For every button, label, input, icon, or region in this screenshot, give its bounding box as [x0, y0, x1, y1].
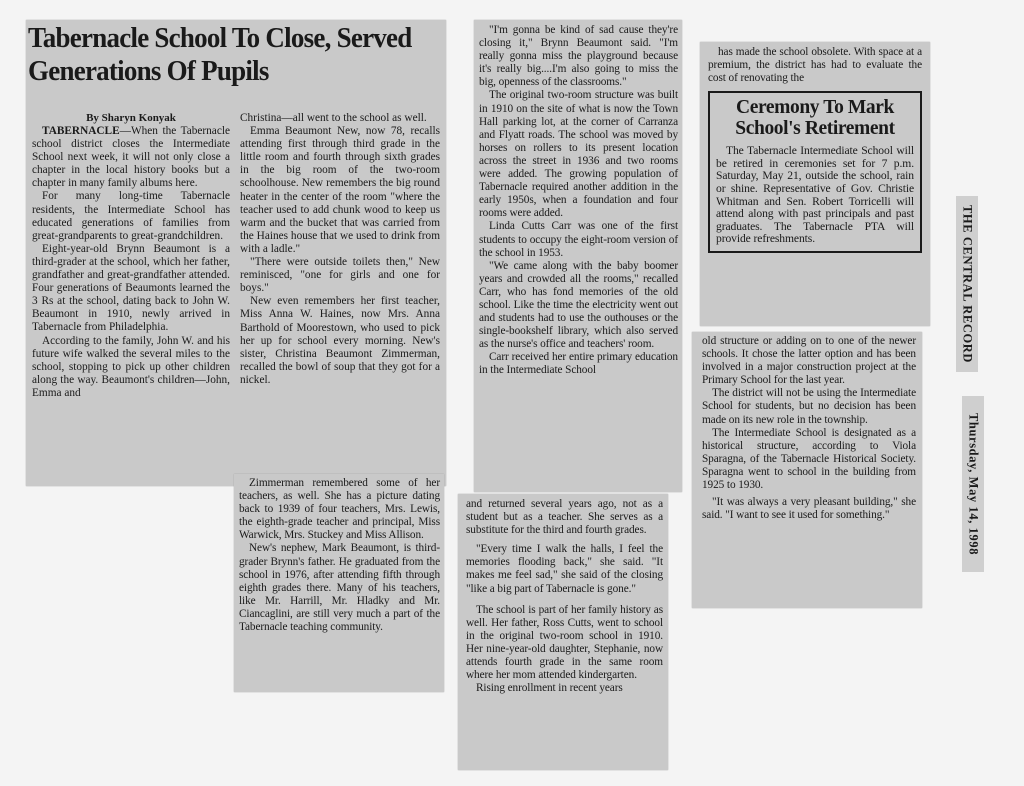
paragraph: The school is part of her family history as well. Her father, Ross Cutts, went to school in the original two-room school in 1910. Her nine-year-old daughter, Stephanie, now attends fourth grade in the same room where her mom attended kindergarten. — [466, 603, 663, 682]
paragraph: "There were outside toilets then," New reminisced, "one for girls and one for boys." — [240, 256, 440, 295]
dateline: TABERNACLE — [42, 125, 120, 137]
paragraph: Zimmerman remembered some of her teachers, as well. She has a picture dating back to 1939 of four teachers, Mrs. Lewis, the eighth-grade teacher and principal, Miss Warwick, Mrs. Stuckey and Miss Allison. — [239, 477, 440, 542]
paragraph: Carr received her entire primary education in the Intermediate School — [479, 351, 678, 377]
paragraph: New even remembers her first teacher, Miss Anna W. Haines, now Mrs. Anna Barthold of Moorestown, who used to pick her up for school every morning. New's sister, Christina Beaumont Zimmerman, recalled the bowl of soup that they got for a nickel. — [240, 295, 440, 386]
clipping-column-4b — [692, 332, 922, 608]
paragraph: Christina—all went to the school as well. — [240, 112, 427, 124]
byline: By Sharyn Konyak — [86, 112, 176, 124]
article-column-1 — [32, 112, 230, 400]
paragraph: For many long-time Tabernacle residents, the Intermediate School has educated generations of families from great-grandparents to great-grandchildren. — [32, 190, 230, 242]
paragraph: "Every time I walk the halls, I feel the memories flooding back," she said. "It makes me feel sad," she said of the closing "like a big part of Tabernacle is gone." — [466, 543, 663, 595]
paragraph: Linda Cutts Carr was one of the first students to occupy the eight-room version of the school in 1953. — [479, 220, 678, 259]
clipping-column-3b — [458, 494, 668, 770]
article-headline: Tabernacle School To Close, Served Generations Of Pupils — [28, 22, 412, 87]
paragraph: has made the school obsolete. With space at a premium, the district has had to evaluate the cost of renovating the — [708, 46, 922, 85]
paragraph: According to the family, John W. and his future wife walked the several miles to the school, stopping to pick up other children along the way. Beaumont's children—John, Emma and — [32, 334, 230, 399]
paragraph: New's nephew, Mark Beaumont, is third-grader Brynn's father. He graduated from the school in 1976, after attending fifth through eighth grades there. Many of his teachers, like Mr. Harrill, Mr. Hladky and Mr. Ciancaglini, are still very much a part of the Tabernacle teaching community. — [239, 542, 440, 634]
sidebar-title: Ceremony To Mark School's Retirement — [735, 97, 895, 140]
paragraph: Emma Beaumont New, now 78, recalls attending first through third grade in the little room and fourth through sixth grades in the big room of the two-room schoolhouse. New remembers the big round heater in the center of the room "where the teacher used to add chunk wood to keep us warm and the bucket that was carried from the Haines house that we used to drink from with a ladle." — [240, 125, 440, 255]
article-column-2a — [240, 112, 440, 387]
paragraph: The district will not be using the Intermediate School for students, but no decision has been made on its new role in the township. — [702, 387, 916, 426]
paragraph: The original two-room structure was built in 1910 on the site of what is now the Town Hall parking lot, at the corner of Carranza and Flyatt roads. The school was moved by horses on rollers to its present location across the street in 1936 and two rooms were added. The growing population of Tabernacle required another addition in the early 1950s, when a foundation and four rooms were added. — [479, 89, 678, 220]
paragraph: The Intermediate School is designated as a historical structure, according to Viola Sparagna, of the Tabernacle Historical Society. Sparagna went to school in the building from 1925 to 1930. — [702, 426, 916, 492]
sidebar-body: The Tabernacle Intermediate School will be retired in ceremonies set for 7 p.m. Saturday, May 21, outside the school, rain or shine. Representative of Gov. Christie Whitman and Sen. Robert Torricelli will attend along with past principals and past graduates. The Tabernacle PTA will provide refreshments. — [716, 144, 914, 246]
paragraph: and returned several years ago, not as a student but as a teacher. She serves as a substitute for the third and fourth grades. — [466, 498, 663, 537]
paragraph: "We came along with the baby boomer years and crowded all the rooms," recalled Carr, who has fond memories of the old school. Like the time the electricity went out and students had to use the outhouses or the single-bookshelf library, which also served as the nurse's office and teachers' room. — [479, 259, 678, 351]
sidebar-box — [708, 91, 922, 253]
clipping-column-2b — [234, 474, 444, 692]
clipping-column-4a — [700, 42, 930, 326]
newspaper-name-label: THE CENTRAL RECORD — [956, 196, 978, 372]
lead-paragraph: TABERNACLE—When the Tabernacle school district closes the Intermediate School next week, it will not only close a chapter in the local history books but a chapter in many family albums here. — [32, 125, 230, 190]
paragraph: old structure or adding on to one of the newer schools. It chose the latter option and has been involved in a major construction project at the Primary School for the last year. — [702, 335, 916, 387]
paragraph: Rising enrollment in recent years — [476, 682, 623, 695]
publication-date-label: Thursday, May 14, 1998 — [962, 396, 984, 572]
clipping-column-3a — [474, 20, 682, 492]
paragraph: "It was always a very pleasant building," she said. "I want to see it used for something." — [702, 496, 916, 522]
paragraph: Eight-year-old Brynn Beaumont is a third-grader at the school, which her father, grandfather and great-grandfather attended. Four generations of Beaumonts learned the 3 Rs at the school, dating back to John W. Beaumont in 1910, newly arrived in Tabernacle from Philadelphia. — [32, 242, 230, 334]
paragraph: "I'm gonna be kind of sad cause they're closing it," Brynn Beaumont said. "I'm really gonna miss the playground because it's really big....I'm also going to miss the big, openness of the classrooms." — [479, 24, 678, 89]
